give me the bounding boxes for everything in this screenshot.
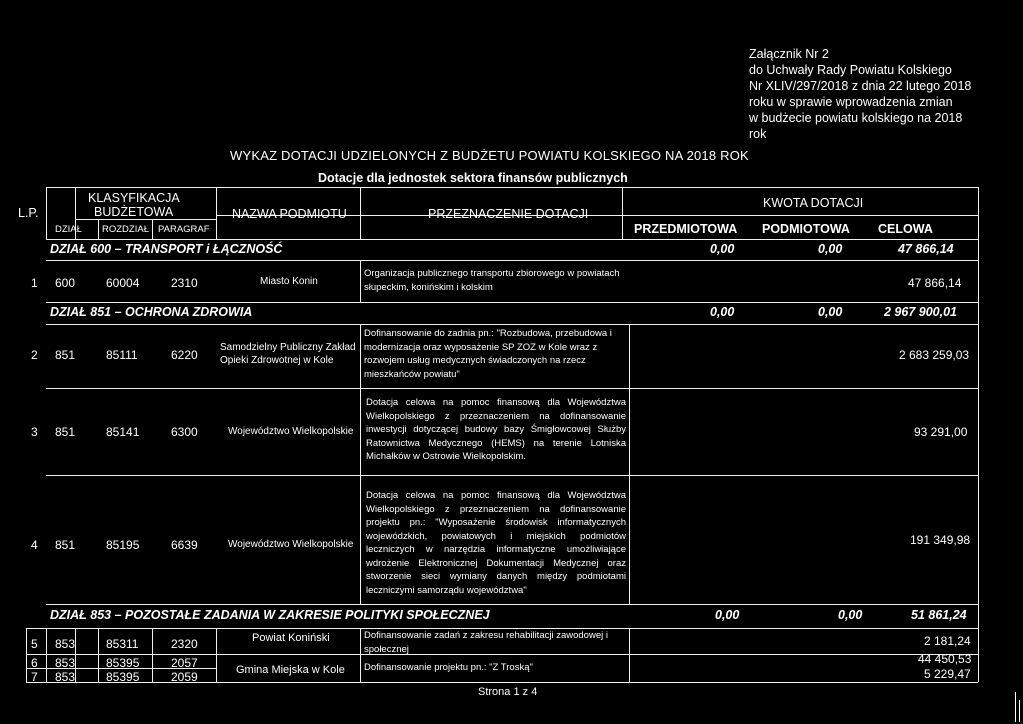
header-kwota-dotacji: KWOTA DOTACJI xyxy=(763,196,864,210)
row-rozdzial: 85395 xyxy=(106,670,140,684)
page-footer: Strona 1 z 4 xyxy=(478,686,538,698)
row-celowa: 191 349,98 xyxy=(910,533,971,547)
desc-line: mieszkańców powiatu" xyxy=(364,368,460,380)
section-podmiotowa: 0,00 xyxy=(818,242,843,256)
scan-artifact xyxy=(1019,700,1020,722)
row-przeznaczenie xyxy=(366,396,626,464)
section-title: DZIAŁ 853 – POZOSTAŁE ZADANIA W ZAKRESIE POLITYKI SPOŁECZNEJ xyxy=(50,608,490,622)
section-title: DZIAŁ 851 – OCHRONA ZDROWIA xyxy=(50,305,253,319)
desc-line: Organizacja publicznego transportu zbiorowego w powiatach xyxy=(364,268,620,279)
attachment-note xyxy=(749,46,1004,142)
row-rozdzial: 85111 xyxy=(106,348,138,362)
document-subtitle: Dotacje dla jednostek sektora finansów publicznych xyxy=(318,171,628,185)
desc-line: leczniczych w narzędzia informatyczne umożliwiające xyxy=(366,544,626,555)
row-dzial: 851 xyxy=(55,425,76,439)
row-paragraf: 6220 xyxy=(171,348,198,362)
row-celowa: 2 181,24 xyxy=(924,634,971,648)
row-lp: 4 xyxy=(31,538,38,552)
row-nazwa: Województwo Wielkopolskie xyxy=(228,426,354,437)
row-celowa: 47 866,14 xyxy=(908,276,962,290)
desc-line: wdrożenie Elektronicznej Dokumentacji Medycznej oraz xyxy=(366,557,626,569)
row-paragraf: 2310 xyxy=(171,276,198,290)
row-rozdzial: 85311 xyxy=(106,637,139,651)
section-title: DZIAŁ 600 – TRANSPORT i ŁĄCZNOŚĆ xyxy=(50,242,283,256)
row-przeznaczenie xyxy=(364,327,626,381)
document-title: WYKAZ DOTACJI UDZIELONYCH Z BUDŻETU POWIATU KOLSKIEGO NA 2018 ROK xyxy=(230,148,749,163)
header-dzial: DZIAŁ xyxy=(55,224,82,235)
header-lp: L.P. xyxy=(18,206,39,220)
row-paragraf: 2057 xyxy=(171,656,198,670)
header-klasyfikacja: KLASYFIKACJA xyxy=(88,191,180,205)
attachment-line: do Uchwały Rady Powiatu Kolskiego xyxy=(749,63,952,77)
desc-line: Dofinansowanie do zadnia pn.: "Rozbudowa, przebudowa i xyxy=(364,328,612,339)
row-dzial: 853 xyxy=(55,637,76,651)
row-celowa: 44 450,53 xyxy=(918,652,972,666)
row-paragraf: 2320 xyxy=(171,637,198,651)
attachment-line: w budżecie powiatu kolskiego na 2018 xyxy=(749,111,963,125)
attachment-line: Załącznik Nr 2 xyxy=(749,47,829,61)
row-lp: 5 xyxy=(31,637,38,651)
row-lp: 1 xyxy=(31,276,38,290)
header-nazwa-podmiotu: NAZWA PODMIOTU xyxy=(232,207,347,221)
header-podmiotowa: PODMIOTOWA xyxy=(762,222,850,236)
row-przeznaczenie xyxy=(366,489,626,597)
row-przeznaczenie xyxy=(364,629,626,656)
desc-line: inwestycji dotyczącej budowy bazy Śmigłowcowej Służby xyxy=(366,424,626,435)
header-przeznaczenie: PRZEZNACZENIE DOTACJI xyxy=(428,207,589,221)
attachment-line: roku w sprawie wprowadzenia zmian xyxy=(749,95,953,109)
row-celowa: 2 683 259,03 xyxy=(899,348,970,362)
desc-line: Dofinansowanie zadań z zakresu rehabilitacji zawodowej i xyxy=(364,630,608,641)
row-paragraf: 2059 xyxy=(171,670,198,684)
row-lp: 2 xyxy=(31,348,38,362)
section-przedmiotowa: 0,00 xyxy=(715,608,740,622)
row-dzial: 853 xyxy=(55,670,76,684)
nazwa-line: Samodzielny Publiczny Zakład xyxy=(220,342,356,353)
attachment-line: Nr XLIV/297/2018 z dnia 22 lutego 2018 xyxy=(749,79,972,93)
row-nazwa: Gmina Miejska w Kole xyxy=(236,664,345,676)
row-nazwa: Województwo Wielkopolskie xyxy=(228,539,354,550)
desc-line: modernizacja oraz wyposażenie SP ZOZ w Kole wraz z xyxy=(364,341,598,353)
row-lp: 3 xyxy=(31,425,38,439)
row-nazwa xyxy=(220,341,356,367)
desc-line: projektu pn.: "Wyposażenie środowisk informatycznych xyxy=(366,517,626,528)
nazwa-line: Opieki Zdrowotnej w Kole xyxy=(220,355,334,366)
section-przedmiotowa: 0,00 xyxy=(710,242,735,256)
row-lp: 7 xyxy=(31,670,38,684)
row-nazwa: Miasto Konin xyxy=(260,276,318,287)
section-celowa: 2 967 900,01 xyxy=(884,305,957,319)
desc-line: Dotacja celowa na pomoc finansową dla Województwa xyxy=(366,397,626,408)
section-podmiotowa: 0,00 xyxy=(818,305,843,319)
section-podmiotowa: 0,00 xyxy=(838,608,863,622)
desc-line: Wielkopolskiego z przeznaczeniem na dofinansowanie xyxy=(366,410,626,422)
row-dzial: 853 xyxy=(55,656,76,670)
header-budzetowa: BUDŻETOWA xyxy=(94,205,174,219)
row-dzial: 851 xyxy=(55,348,76,362)
section-celowa: 51 861,24 xyxy=(911,608,967,622)
row-rozdzial: 85195 xyxy=(106,538,140,552)
row-dzial: 600 xyxy=(55,276,76,290)
header-paragraf: PARAGRAF xyxy=(158,224,210,235)
header-przedmiotowa: PRZEDMIOTOWA xyxy=(634,222,738,236)
header-rozdzial: ROZDZIAŁ xyxy=(102,224,149,235)
row-celowa: 5 229,47 xyxy=(924,667,971,681)
section-celowa: 47 866,14 xyxy=(898,242,954,256)
row-przeznaczenie xyxy=(364,267,624,294)
desc-line: leczniczymi samorządu województwa" xyxy=(366,584,527,596)
desc-line: Ratownictwa Medycznego (HEMS) na terenie Lotniska xyxy=(366,437,626,449)
row-rozdzial: 85141 xyxy=(106,425,140,439)
row-przeznaczenie xyxy=(364,661,626,675)
section-przedmiotowa: 0,00 xyxy=(710,305,735,319)
desc-line: Michałków w Ostrowie Wielkopolskim. xyxy=(366,451,526,462)
desc-line: Dofinansowanie projektu pn.: "Z Troską" xyxy=(364,662,533,673)
desc-line: wojewódzkich, powiatowych i miejskich podmiotów xyxy=(366,530,626,542)
desc-line: społecznej xyxy=(364,643,409,655)
desc-line: Dotacja celowa na pomoc finansową dla Województwa xyxy=(366,490,626,501)
row-dzial: 851 xyxy=(55,538,76,552)
scan-artifact xyxy=(1015,692,1016,722)
desc-line: słupeckim, konińskim i kolskim xyxy=(364,281,493,293)
row-paragraf: 6300 xyxy=(171,425,198,439)
row-paragraf: 6639 xyxy=(171,538,198,552)
desc-line: stworzenie sieci wymiany danych między podmiotami xyxy=(366,571,626,582)
row-celowa: 93 291,00 xyxy=(914,425,968,439)
attachment-line: rok xyxy=(749,127,767,141)
row-nazwa: Powiat Koniński xyxy=(252,632,330,644)
desc-line: rozwojem usług medycznych świadczonych na rzecz xyxy=(364,355,586,366)
row-rozdzial: 85395 xyxy=(106,656,140,670)
header-celowa: CELOWA xyxy=(878,222,933,236)
desc-line: Wielkopolskiego z przeznaczeniem na dofinansowanie xyxy=(366,503,626,515)
row-rozdzial: 60004 xyxy=(106,276,140,290)
row-lp: 6 xyxy=(31,656,38,670)
